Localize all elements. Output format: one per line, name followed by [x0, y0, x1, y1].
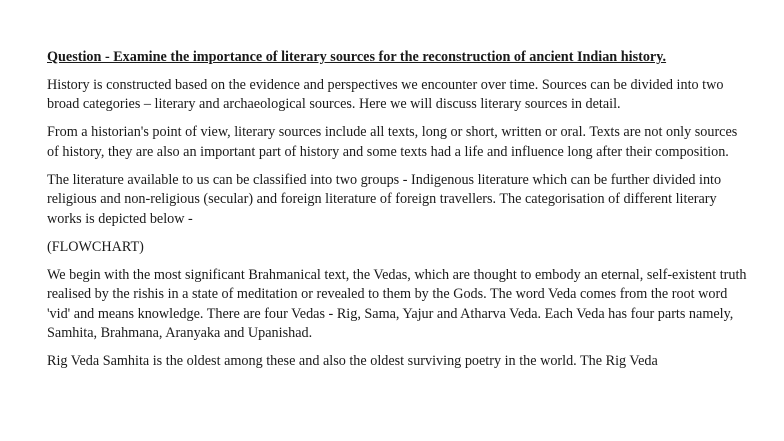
paragraph-flowchart-placeholder: (FLOWCHART): [47, 238, 144, 255]
question-heading: Question - Examine the importance of literary sources for the reconstruction of ancient Indian history.: [47, 49, 667, 65]
paragraph-literary-sources: From a historian's point of view, literary sources include all texts, long or short, written or oral. Texts are not only sources of history, they are also an important part of history and some texts had a life and influence long after their composition.: [47, 124, 738, 160]
paragraph-intro: History is constructed based on the evidence and perspectives we encounter over time. Sources can be divided into two broad categories – literary and archaeological sources. Here we will discuss literary sources in detail.: [47, 76, 724, 112]
paragraph-classification: The literature available to us can be classified into two groups - Indigenous literature which can be further divided into religious and non-religious (secular) and foreign literature of foreign travellers. The categorisation of different literary works is depicted below -: [47, 171, 722, 227]
paragraph-vedas: We begin with the most significant Brahmanical text, the Vedas, which are thought to embody an eternal, self-existent truth realised by the rishis in a state of meditation or revealed to them by the Gods. The word Veda comes from the root word 'vid' and means knowledge. There are four Vedas - Rig, Sama, Yajur and Atharva Veda. Each Veda has four parts namely, Samhita, Brahmana, Aranyaka and Upanishad.: [47, 266, 747, 341]
document-page: [47, 48, 747, 380]
paragraph-rig-veda: Rig Veda Samhita is the oldest among these and also the oldest surviving poetry in the world. The Rig Veda: [47, 353, 658, 369]
